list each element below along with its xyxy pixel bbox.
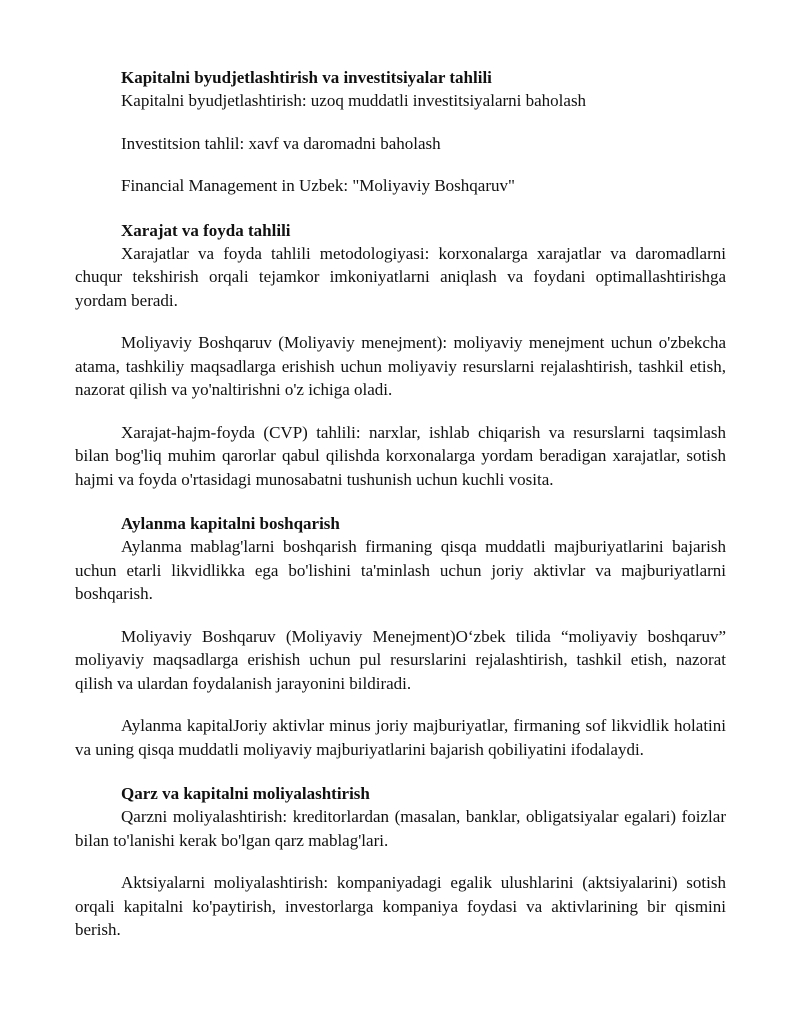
document-page bbox=[75, 66, 726, 942]
paragraph: Qarzni moliyalashtirish: kreditorlardan (masalan, banklar, obligatsiyalar egalari) foizlar bilan to'lanishi kerak bo'lgan qarz mablag'lari. bbox=[75, 807, 726, 850]
section-heading: Aylanma kapitalni boshqarish bbox=[121, 514, 340, 533]
paragraph: Xarajat-hajm-foyda (CVP) tahlili: narxlar, ishlab chiqarish va resurslarni taqsimlash bilan bog'liq muhim qarorlar qabul qilishda korxonalarga yordam beradigan xarajatlar, sotish hajmi va foyda o'rtasidagi munosabatni tushunish uchun kuchli vosita. bbox=[75, 422, 726, 489]
paragraph: Aylanma kapitalJoriy aktivlar minus joriy majburiyatlar, firmaning sof likvidlik holatini va uning qisqa muddatli moliyaviy majburiyatlarini bajarish qobiliyatini ifodalaydi. bbox=[75, 716, 726, 759]
section-heading: Qarz va kapitalni moliyalashtirish bbox=[121, 784, 370, 803]
section-heading: Kapitalni byudjetlashtirish va investitsiyalar tahlili bbox=[121, 68, 492, 87]
paragraph: Investitsion tahlil: xavf va daromadni baholash bbox=[121, 133, 441, 153]
paragraph: Xarajatlar va foyda tahlili metodologiyasi: korxonalarga xarajatlar va daromadlarni chuqur tekshirish orqali tejamkor imkoniyatlarni aniqlash va foydani optimallashtirishga yordam beradi. bbox=[75, 243, 726, 310]
paragraph: Financial Management in Uzbek: "Moliyaviy Boshqaruv" bbox=[121, 176, 515, 195]
paragraph: Aktsiyalarni moliyalashtirish: kompaniyadagi egalik ulushlarini (aktsiyalarini) sotish orqali kapitalni ko'paytirish, investorlarga kompaniya foydasi va aktivlarining bir qismini berish. bbox=[75, 873, 726, 939]
paragraph: Aylanma mablag'larni boshqarish firmaning qisqa muddatli majburiyatlarini bajarish uchun etarli likvidlikka ega bo'lishini ta'minlash uchun joriy aktivlar va majburiyatlarni boshqarish. bbox=[75, 537, 726, 603]
section-heading: Xarajat va foyda tahlili bbox=[121, 220, 291, 240]
paragraph: Moliyaviy Boshqaruv (Moliyaviy Menejment)O‘zbek tilida “moliyaviy boshqaruv” moliyaviy maqsadlarga erishish uchun pul resurslarini rejalashtirish, tashkil etish, nazorat qilish va ulardan foydalanish jarayonini bildiradi. bbox=[75, 626, 726, 693]
paragraph: Kapitalni byudjetlashtirish: uzoq muddatli investitsiyalarni baholash bbox=[121, 91, 587, 110]
paragraph: Moliyaviy Boshqaruv (Moliyaviy menejment): moliyaviy menejment uchun o'zbekcha atama, tashkiliy maqsadlarga erishish uchun moliyaviy resurslarni rejalashtirish, tashkil etish, nazorat qilish va yo'naltirishni o'z ichiga oladi. bbox=[75, 333, 726, 399]
